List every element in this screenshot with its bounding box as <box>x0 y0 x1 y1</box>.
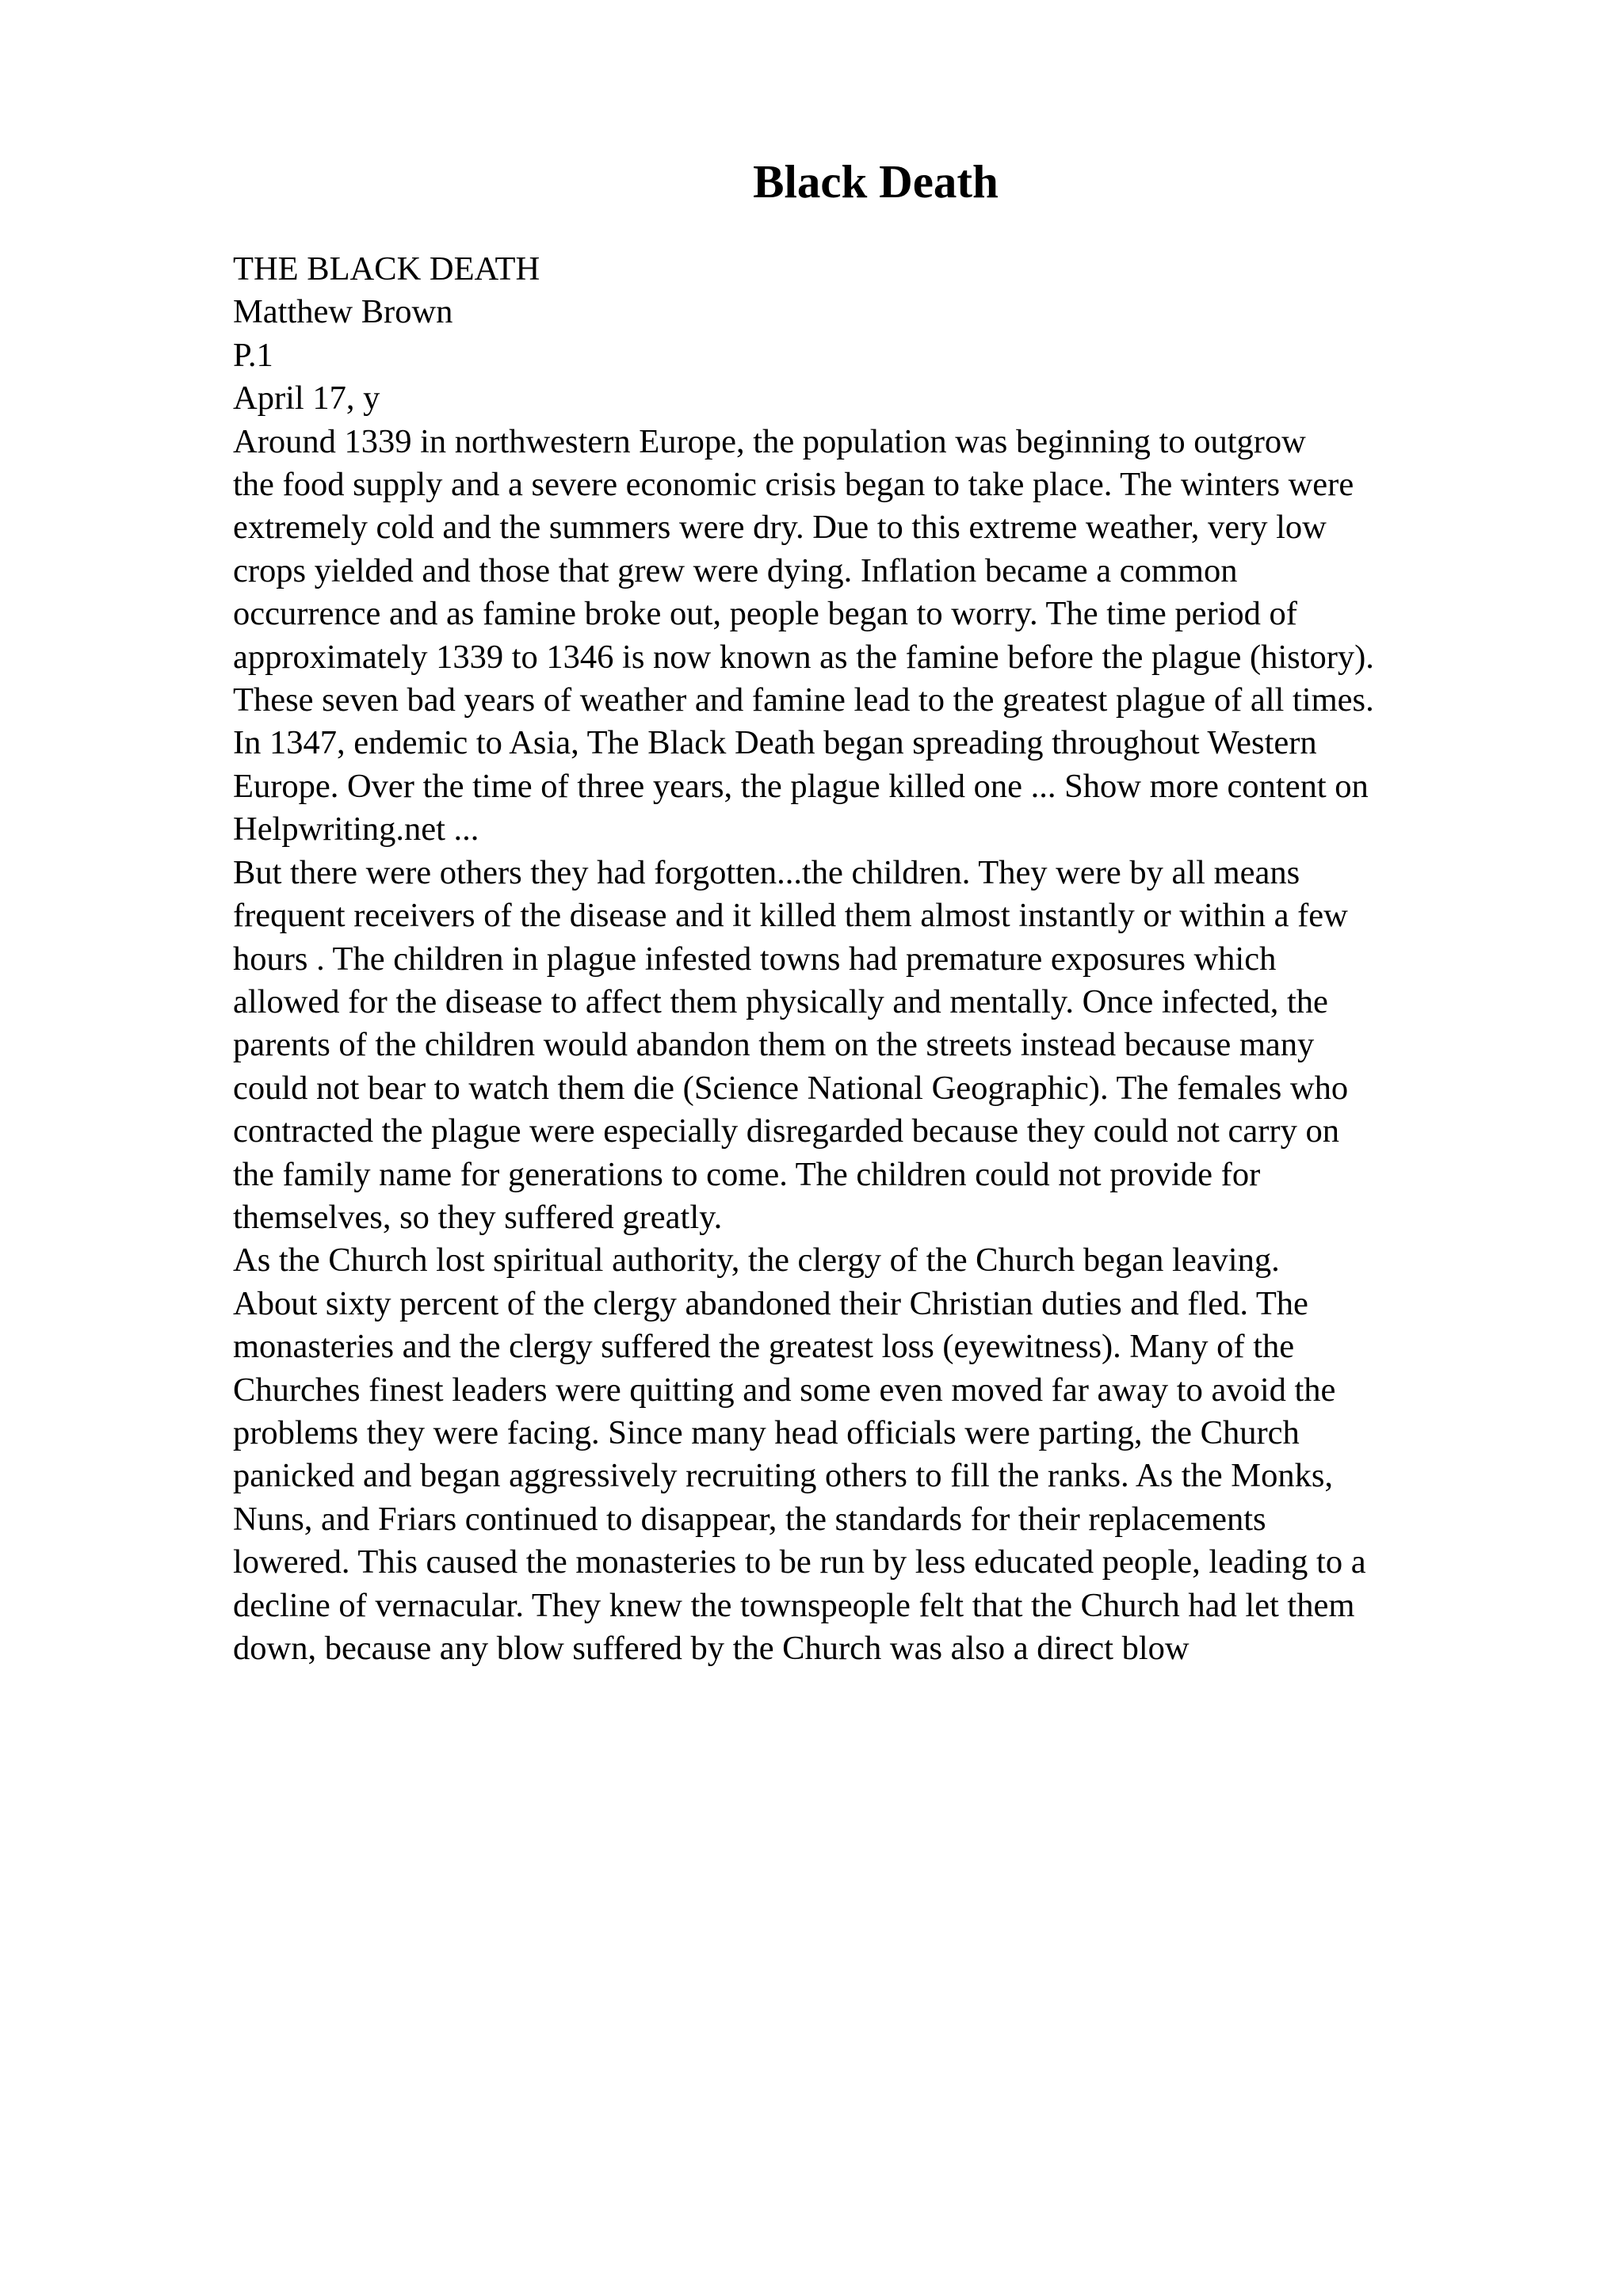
text-line: As the Church lost spiritual authority, the clergy of the Church began leaving. <box>233 1241 1280 1280</box>
text-line: Matthew Brown <box>233 293 453 331</box>
text-line: themselves, so they suffered greatly. <box>233 1198 723 1236</box>
text-line: occurrence and as famine broke out, people began to worry. The time period of <box>233 595 1297 633</box>
text-line: allowed for the disease to affect them physically and mentally. Once infected, the <box>233 982 1328 1020</box>
text-line: panicked and began aggressively recruiting others to fill the ranks. As the Monks, <box>233 1457 1333 1495</box>
text-line: About sixty percent of the clergy abandoned their Christian duties and fled. The <box>233 1284 1308 1322</box>
text-line: In 1347, endemic to Asia, The Black Death began spreading throughout Western <box>233 724 1317 762</box>
text-line: the family name for generations to come. The children could not provide for <box>233 1155 1261 1193</box>
text-line: P.1 <box>233 336 273 374</box>
text-line: contracted the plague were especially disregarded because they could not carry on <box>233 1112 1339 1150</box>
text-line: decline of vernacular. They knew the townspeople felt that the Church had let them <box>233 1586 1355 1624</box>
document-body <box>233 248 1517 1670</box>
text-line: hours . The children in plague infested towns had premature exposures which <box>233 940 1277 978</box>
text-line: Helpwriting.net ... <box>233 810 479 849</box>
text-line: down, because any blow suffered by the Church was also a direct blow <box>233 1630 1190 1667</box>
text-line: Nuns, and Friars continued to disappear, the standards for their replacements <box>233 1500 1266 1538</box>
text-line: parents of the children would abandon them on the streets instead because many <box>233 1026 1315 1064</box>
text-line: crops yielded and those that grew were dying. Inflation became a common <box>233 551 1238 589</box>
text-line: approximately 1339 to 1346 is now known as the famine before the plague (history). <box>233 638 1374 676</box>
text-line: Around 1339 in northwestern Europe, the population was beginning to outgrow <box>233 422 1306 460</box>
text-line: Europe. Over the time of three years, the plague killed one ... Show more content on <box>233 767 1369 805</box>
text-line: lowered. This caused the monasteries to be run by less educated people, leading to a <box>233 1543 1366 1581</box>
text-line: April 17, y <box>233 379 380 418</box>
text-line: the food supply and a severe economic crisis began to take place. The winters were <box>233 466 1354 504</box>
page-title: Black Death <box>753 155 999 208</box>
text-line: But there were others they had forgotten...the children. They were by all means <box>233 853 1300 891</box>
text-line: These seven bad years of weather and famine lead to the greatest plague of all times. <box>233 681 1374 719</box>
text-line: problems they were facing. Since many head officials were parting, the Church <box>233 1413 1300 1451</box>
text-line: Churches finest leaders were quitting and some even moved far away to avoid the <box>233 1371 1336 1409</box>
text-line: frequent receivers of the disease and it killed them almost instantly or within a few <box>233 897 1348 935</box>
text-line: extremely cold and the summers were dry. Due to this extreme weather, very low <box>233 509 1327 547</box>
text-line: could not bear to watch them die (Science National Geographic). The females who <box>233 1069 1349 1107</box>
text-line: THE BLACK DEATH <box>233 250 540 288</box>
text-line: monasteries and the clergy suffered the greatest loss (eyewitness). Many of the <box>233 1328 1295 1366</box>
